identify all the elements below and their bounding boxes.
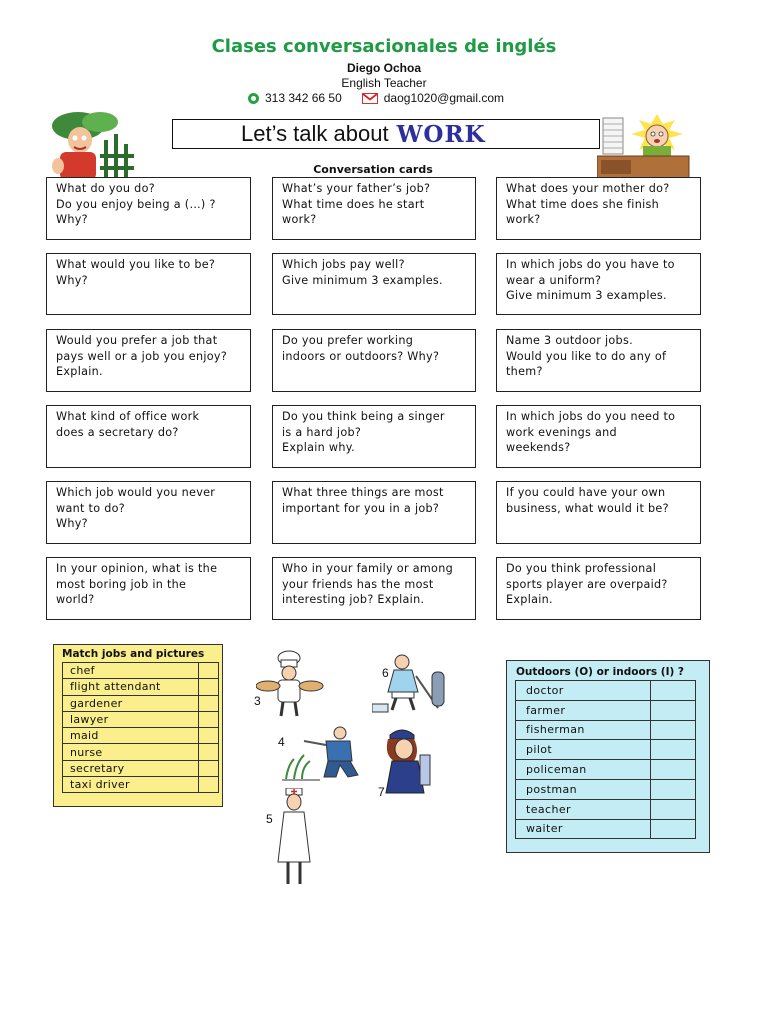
job-name: maid — [63, 728, 199, 744]
answer-box[interactable] — [199, 744, 219, 760]
card-question-line: sports player are overpaid? — [506, 577, 668, 591]
teacher-name: Diego Ochoa — [346, 61, 421, 75]
job-name: chef — [63, 663, 199, 679]
answer-box[interactable] — [199, 777, 219, 793]
card-question-line: Why? — [56, 517, 88, 531]
card-question-line: Give minimum 3 examples. — [506, 289, 667, 303]
topic-banner — [172, 119, 600, 149]
card-question-line: weekends? — [506, 441, 571, 455]
nurse-picture-icon — [276, 788, 312, 888]
table-row — [516, 799, 696, 819]
table-row — [516, 819, 696, 839]
conversation-card — [46, 405, 251, 468]
answer-box[interactable] — [651, 819, 696, 839]
job-name: flight attendant — [63, 679, 199, 695]
conversation-card — [46, 253, 251, 315]
card-question-line: What time does she finish — [506, 197, 660, 211]
conversation-card — [272, 177, 476, 240]
card-question-line: indoors or outdoors? Why? — [282, 349, 440, 363]
conversation-card — [272, 557, 476, 620]
card-question-line: What does your mother do? — [506, 182, 670, 195]
table-row — [63, 760, 219, 776]
job-name: policeman — [516, 760, 651, 780]
contact-line — [248, 90, 504, 106]
answer-box[interactable] — [651, 779, 696, 799]
card-question-line: most boring job in the — [56, 577, 187, 591]
conversation-card — [272, 481, 476, 544]
table-row — [63, 777, 219, 793]
match-jobs-table — [62, 662, 219, 793]
conversation-card — [496, 557, 701, 620]
card-question-line: Do you enjoy being a (…) ? — [56, 197, 216, 211]
whatsapp-icon — [248, 93, 259, 104]
card-question-line: interesting job? Explain. — [282, 593, 425, 607]
card-question-line: wear a uniform? — [506, 273, 602, 287]
phone-number: 313 342 66 50 — [265, 91, 342, 105]
card-question-line: Why? — [56, 273, 88, 287]
teacher-role: English Teacher — [341, 76, 427, 90]
maid-picture-icon — [372, 652, 462, 714]
answer-box[interactable] — [651, 700, 696, 720]
table-row — [63, 695, 219, 711]
outdoors-indoors-title: Outdoors (O) or indoors (I) ? — [516, 666, 685, 678]
card-question-line: Would you like to do any of — [506, 349, 667, 363]
job-name: waiter — [516, 819, 651, 839]
picture-number: 6 — [382, 666, 389, 680]
card-question-line: important for you in a job? — [282, 501, 440, 515]
card-question-line: work? — [282, 213, 317, 227]
table-row — [516, 779, 696, 799]
job-name: farmer — [516, 700, 651, 720]
gmail-icon — [362, 93, 378, 104]
card-question-line: Which job would you never — [56, 486, 216, 499]
flight-attendant-picture-icon — [380, 725, 432, 795]
answer-box[interactable] — [199, 663, 219, 679]
match-jobs-panel — [53, 644, 223, 807]
outdoors-indoors-table — [515, 680, 696, 839]
card-question-line: What’s your father’s job? — [282, 182, 431, 195]
card-question-line: Explain. — [56, 365, 103, 379]
card-question-line: business, what would it be? — [506, 501, 669, 515]
card-question-line: What would you like to be? — [56, 258, 216, 271]
card-question-line: them? — [506, 365, 543, 379]
card-question-line: does a secretary do? — [56, 425, 179, 439]
card-question-line: Do you think professional — [506, 562, 657, 575]
job-name: teacher — [516, 799, 651, 819]
answer-box[interactable] — [651, 720, 696, 740]
job-name: pilot — [516, 740, 651, 760]
card-question-line: What do you do? — [56, 182, 155, 195]
chef-picture-icon — [256, 650, 326, 718]
card-question-line: What kind of office work — [56, 410, 200, 423]
card-question-line: Would you prefer a job that — [56, 334, 218, 347]
card-question-line: work? — [506, 213, 541, 227]
card-question-line: Why? — [56, 213, 88, 227]
table-row — [516, 681, 696, 701]
card-question-line: Give minimum 3 examples. — [282, 273, 443, 287]
answer-box[interactable] — [651, 760, 696, 780]
table-row — [63, 679, 219, 695]
answer-box[interactable] — [199, 695, 219, 711]
card-question-line: Name 3 outdoor jobs. — [506, 334, 633, 347]
email-address: daog1020@gmail.com — [383, 91, 505, 105]
conversation-card — [272, 329, 476, 392]
job-name: nurse — [63, 744, 199, 760]
job-name: doctor — [516, 681, 651, 701]
table-row — [63, 728, 219, 744]
banner-highlight: WORK — [396, 120, 486, 148]
card-question-line: What time does he start — [282, 197, 425, 211]
table-row — [516, 700, 696, 720]
job-name: taxi driver — [63, 777, 199, 793]
answer-box[interactable] — [651, 799, 696, 819]
table-row — [516, 740, 696, 760]
job-name: gardener — [63, 695, 199, 711]
card-question-line: If you could have your own — [506, 486, 666, 499]
card-question-line: want to do? — [56, 501, 126, 515]
card-question-line: Explain why. — [282, 441, 355, 455]
conversation-card — [496, 177, 701, 240]
picture-number: 4 — [278, 735, 285, 749]
card-question-line: In which jobs do you need to — [506, 410, 676, 423]
answer-box[interactable] — [199, 711, 219, 727]
card-question-line: work evenings and — [506, 425, 617, 439]
card-question-line: your friends has the most — [282, 577, 434, 591]
card-question-line: Who in your family or among — [282, 562, 453, 575]
match-jobs-title: Match jobs and pictures — [62, 648, 205, 660]
conversation-card — [496, 481, 701, 544]
conversation-card — [496, 405, 701, 468]
answer-box[interactable] — [199, 679, 219, 695]
table-row — [63, 711, 219, 727]
card-question-line: In which jobs do you have to — [506, 258, 675, 271]
conversation-card — [46, 557, 251, 620]
job-name: fisherman — [516, 720, 651, 740]
answer-box[interactable] — [199, 728, 219, 744]
card-question-line: Which jobs pay well? — [282, 258, 405, 271]
picture-number: 7 — [378, 785, 385, 799]
job-name: postman — [516, 779, 651, 799]
banner-lead: Let’s talk about — [241, 121, 389, 146]
table-row — [516, 720, 696, 740]
table-row — [516, 760, 696, 780]
outdoors-indoors-panel — [506, 660, 710, 853]
conversation-card — [46, 329, 251, 392]
conversation-card — [272, 405, 476, 468]
gardener-picture-icon — [280, 725, 360, 781]
card-question-line: pays well or a job you enjoy? — [56, 349, 228, 363]
answer-box[interactable] — [199, 760, 219, 776]
job-name: lawyer — [63, 711, 199, 727]
job-name: secretary — [63, 760, 199, 776]
table-row — [63, 744, 219, 760]
page-title: Clases conversacionales de inglés — [211, 36, 557, 57]
card-question-line: Do you think being a singer — [282, 410, 445, 423]
conversation-card — [496, 329, 701, 392]
card-question-line: In your opinion, what is the — [56, 562, 218, 575]
card-question-line: Do you prefer working — [282, 334, 414, 347]
conversation-card — [46, 481, 251, 544]
conversation-cards-title: Conversation cards — [313, 163, 433, 176]
answer-box[interactable] — [651, 681, 696, 701]
picture-number: 5 — [266, 812, 273, 826]
card-question-line: is a hard job? — [282, 425, 362, 439]
conversation-card — [46, 177, 251, 240]
card-question-line: world? — [56, 593, 95, 607]
card-question-line: Explain. — [506, 593, 553, 607]
answer-box[interactable] — [651, 740, 696, 760]
card-question-line: What three things are most — [282, 486, 444, 499]
conversation-card — [496, 253, 701, 315]
picture-number: 3 — [254, 694, 261, 708]
conversation-card — [272, 253, 476, 315]
table-row — [63, 663, 219, 679]
